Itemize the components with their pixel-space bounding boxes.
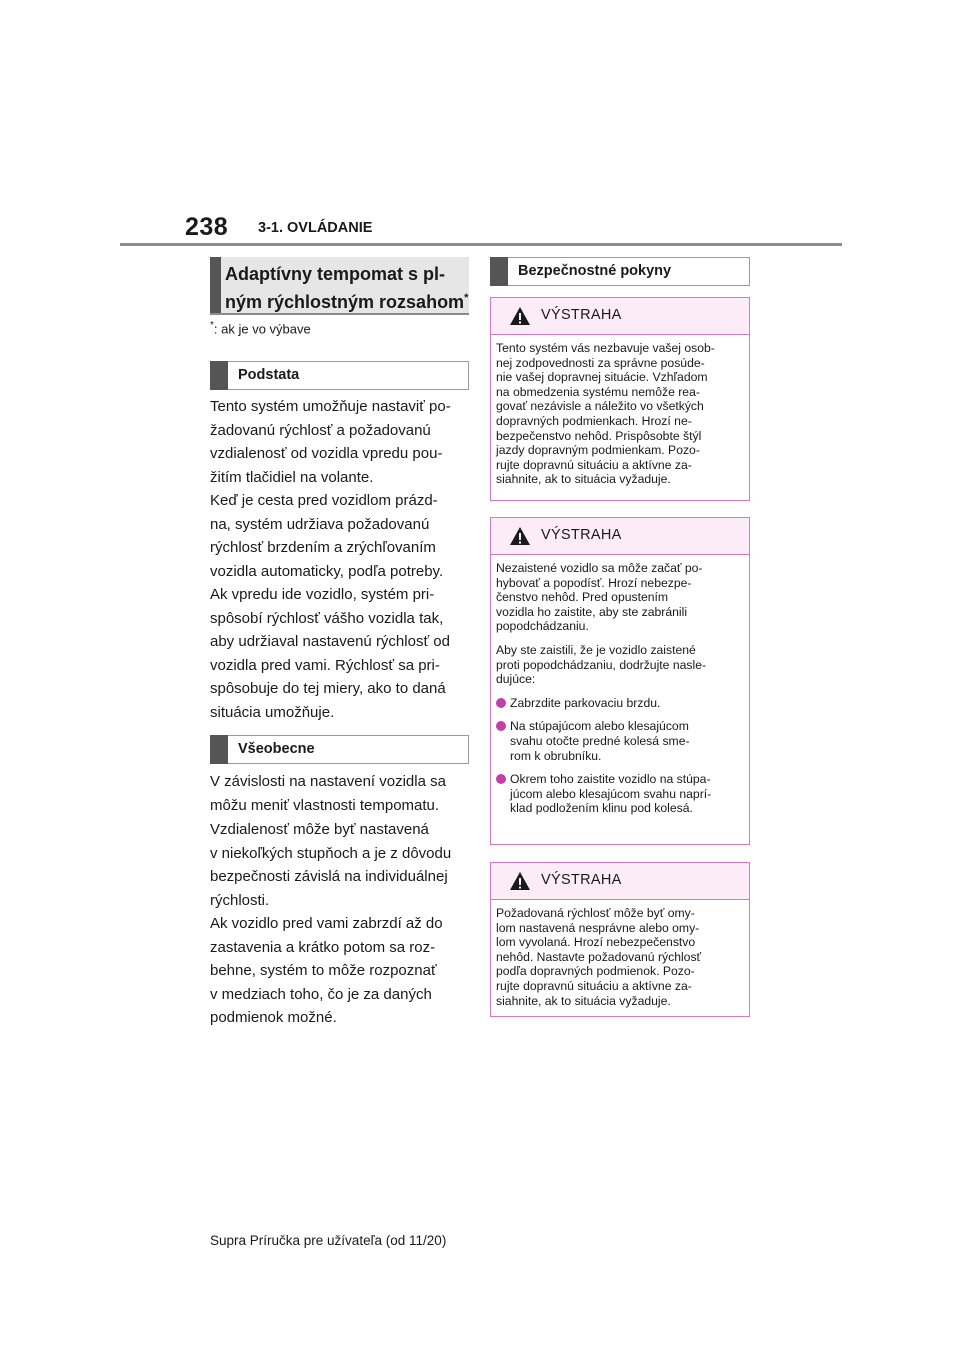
warning-triangle-icon [509,526,531,546]
section-heading-label: Bezpečnostné pokyny [518,263,672,279]
section-heading-label: Podstata [238,367,300,383]
header-rule [120,243,842,246]
warning-title: VÝSTRAHA [541,307,622,323]
section-heading-podstata [210,361,469,390]
warning-title: VÝSTRAHA [541,872,622,888]
section-heading-label: Všeobecne [238,741,315,757]
bullet-text: Okrem toho zaistite vozidlo na stúpa- júcom alebo klesajúcom svahu naprí- klad podložením klinu pod kolesá. [510,772,712,816]
warning-header [491,298,749,335]
warning-triangle-icon [509,871,531,891]
heading-bar [210,735,228,764]
body-paragraph: V závislosti na nastavení vozidla sa môžu meniť vlastnosti tempomatu. [210,773,446,814]
body-paragraph: Keď je cesta pred vozidlom prázd- na, systém udržiava požadovanú rýchlosť brzdením a zrýchľovaním vozidla automaticky, podľa potreby. [210,492,444,580]
main-heading [225,262,468,314]
bullet-dot-icon [496,698,506,708]
main-heading-mark: * [464,292,469,304]
bullet-dot-icon [496,774,506,784]
bullet-item [496,719,744,763]
warning-box [490,297,750,501]
warning-title: VÝSTRAHA [541,527,622,543]
warning-paragraph: Nezaistené vozidlo sa môže začať po- hybovať a popodísť. Hrozí nebezpe- čenstvo nehôd. Pred opustením vozidla ho zaistite, aby ste zabránili popodchádzaniu. [496,561,703,634]
main-heading-text: Adaptívny tempomat s pl- ným rýchlostným rozsahom [225,264,465,312]
warning-paragraph: Požadovaná rýchlosť môže byť omy- lom nastavená nesprávne alebo omy- lom vyvolaná. Hrozí nebezpečenstvo nehôd. Nastavte požadovanú rýchlosť podľa dopravných podmienok. Pozo- rujte dopravnú situáciu a aktívne za- siahnite, ak to situácia vyžaduje. [496,906,702,1008]
bullet-dot-icon [496,721,506,731]
bullet-item [496,772,744,816]
section-heading-bezpecnostne-pokyny [490,257,750,286]
bullet-text: Na stúpajúcom alebo klesajúcom svahu otočte predné kolesá sme- rom k obrubníku. [510,719,690,763]
section-title: 3-1. OVLÁDANIE [258,220,373,236]
warning-paragraph: Tento systém vás nezbavuje vašej osob- nej zodpovednosti za správne posúde- nie vašej dopravnej situácie. Vzhľadom na obmedzenia systému nemôže rea- govať nezávisle a náležito vo všetkých dopravných podmienkach. Hrozí ne- bezpečenstvo nehôd. Prispôsobte štýl jazdy dopravným podmienkam. Pozo- rujte dopravnú situáciu a aktívne za- siahnite, ak to situácia vyžaduje. [496,341,715,487]
footer-text: Supra Príručka pre užívateľa (od 11/20) [210,1233,447,1248]
warning-box [490,517,750,845]
footnote [210,320,311,336]
section-heading-vseobecne [210,735,469,764]
warning-body [491,335,749,493]
body-paragraph: Ak vpredu ide vozidlo, systém pri- spôsobí rýchlosť vášho vozidla tak, aby udržiaval nastavenú rýchlosť od vozidla pred vami. Rýchlosť sa pri- spôsobuje do tej miery, ako to daná situácia umožňuje. [210,586,450,721]
warning-box [490,862,750,1017]
bullet-text: Zabrzdite parkovaciu brzdu. [510,695,661,710]
page-number: 238 [185,213,229,241]
heading-bar [210,257,221,313]
body-paragraph: Vzdialenosť môže byť nastavená v niekoľkých stupňoch a je z dôvodu bezpečnosti závislá na individuálnej rýchlosti. [210,821,452,909]
bullet-item [496,696,744,711]
footnote-mark: * [210,320,214,331]
warning-header [491,863,749,900]
footnote-text: : ak je vo výbave [213,321,311,337]
heading-bar [210,361,228,390]
heading-bar [490,257,508,286]
warning-body [491,555,749,822]
warning-body [491,900,749,1014]
warning-header [491,518,749,555]
body-paragraph: Tento systém umožňuje nastaviť po- žadovanú rýchlosť a požadovanú vzdialenosť od vozidla vpredu pou- žitím tlačidiel na volante. [210,398,451,486]
warning-triangle-icon [509,306,531,326]
warning-paragraph: Aby ste zaistili, že je vozidlo zaistené proti popodchádzaniu, dodržujte nasle- dujúce: [496,642,707,687]
body-paragraph: Ak vozidlo pred vami zabrzdí až do zastavenia a krátko potom sa roz- behne, systém to môže rozpoznať v medziach toho, čo je za daných podmienok možné. [210,915,443,1027]
main-heading-box [210,257,469,315]
